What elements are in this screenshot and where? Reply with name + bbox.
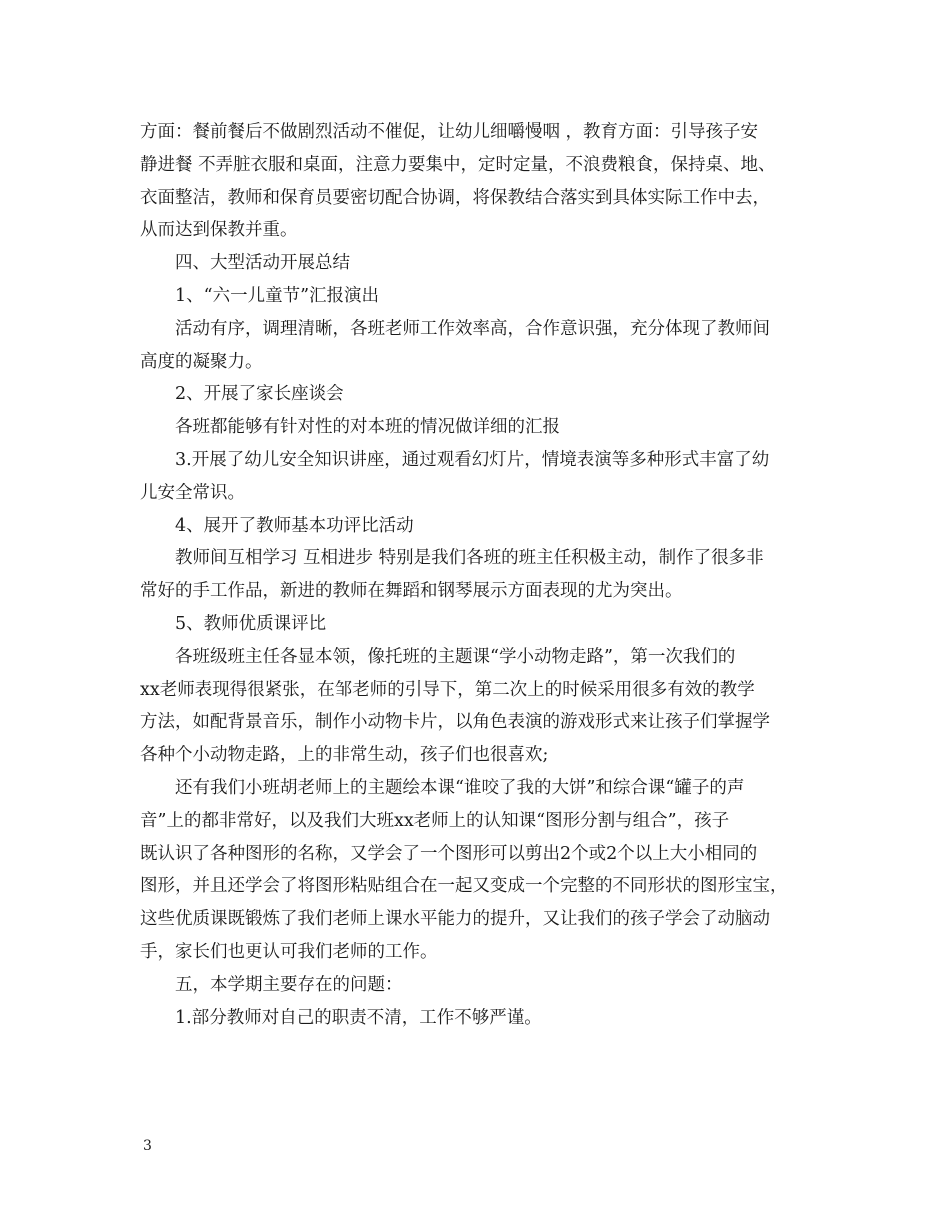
subsection-heading: 4、展开了教师基本功评比活动 (175, 515, 414, 536)
text-line: xx老师表现得很紧张，在邹老师的引导下，第二次上的时候采用很多有效的教学 (140, 679, 755, 700)
text-line: 各种个小动物走路，上的非常生动，孩子们也很喜欢; (140, 745, 549, 766)
text-line: 静进餐 不弄脏衣服和桌面，注意力要集中，定时定量，不浪费粮食，保持桌、地、 (140, 154, 776, 175)
text-line: 手，家长们也更认可我们老师的工作。 (140, 941, 438, 962)
text-line: 教师间互相学习 互相进步 特别是我们各班的班主任积极主动，制作了很多非 (175, 548, 764, 569)
text-line: 儿安全常识。 (140, 482, 245, 503)
text-line: 既认识了各种图形的名称，又学会了一个图形可以剪出2个或2个以上大小相同的 (140, 843, 758, 864)
text-line: 方面：餐前餐后不做剧烈活动不催促，让幼儿细嚼慢咽 ，教育方面：引导孩子安 (140, 122, 759, 142)
section-heading: 四、大型活动开展总结 (175, 253, 350, 274)
subsection-heading: 2、开展了家长座谈会 (175, 384, 344, 405)
text-line: 图形，并且还学会了将图形粘贴组合在一起又变成一个完整的不同形状的图形宝宝， (140, 876, 788, 897)
section-heading: 五，本学期主要存在的问题： (175, 974, 403, 995)
text-line: 音”上的都非常好，以及我们大班xx老师上的认知课“图形分割与组合”，孩子 (140, 810, 730, 831)
text-line: 从而达到保教并重。 (140, 220, 298, 241)
text-line: 这些优质课既锻炼了我们老师上课水平能力的提升，又让我们的孩子学会了动脑动 (140, 909, 770, 930)
text-line: 衣面整洁，教师和保育员要密切配合协调，将保教结合落实到具体实际工作中去， (140, 187, 770, 208)
text-line: 3.开展了幼儿安全知识讲座，通过观看幻灯片，情境表演等多种形式丰富了幼 (175, 449, 770, 470)
document-body (140, 116, 820, 1034)
subsection-heading: 1、“六一儿童节”汇报演出 (175, 285, 380, 306)
text-line: 各班都能够有针对性的对本班的情况做详细的汇报 (175, 417, 560, 438)
text-line: 常好的手工作品，新进的教师在舞蹈和钢琴展示方面表现的尤为突出。 (140, 581, 683, 602)
text-line: 各班级班主任各显本领，像托班的主题课“学小动物走路”，第一次我们的 (175, 646, 736, 667)
text-line: 活动有序，调理清晰，各班老师工作效率高，合作意识强，充分体现了教师间 (175, 318, 770, 339)
text-line: 还有我们小班胡老师上的主题绘本课“谁咬了我的大饼”和综合课“罐子的声 (175, 777, 745, 798)
text-line: 高度的凝聚力。 (140, 351, 263, 372)
page-number: 3 (143, 1138, 152, 1154)
text-line: 方法，如配背景音乐，制作小动物卡片，以角色表演的游戏形式来让孩子们掌握学 (140, 712, 770, 733)
text-line: 1.部分教师对自己的职责不清，工作不够严谨。 (175, 1007, 542, 1028)
subsection-heading: 5、教师优质课评比 (175, 613, 327, 634)
